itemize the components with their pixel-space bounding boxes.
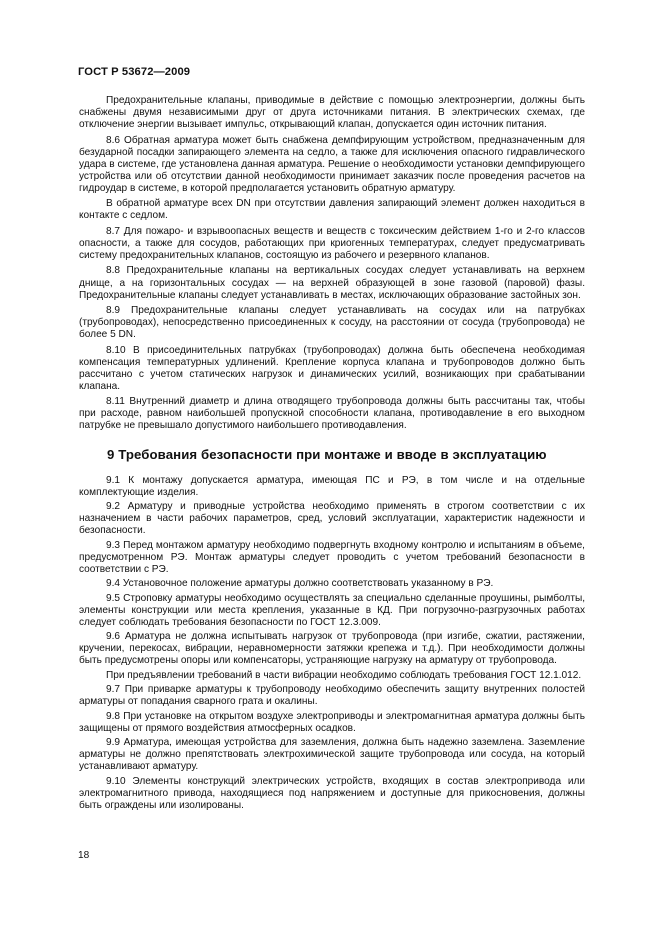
- paragraph-9-5: 9.5 Строповку арматуры необходимо осуществлять за специально сделанные проушины, рымболты, элементы конструкции или места крепления, указанные в КД. При погрузочно-разгрузочных работах следует соблюдать требования безопасности по ГОСТ 12.3.009.: [79, 592, 585, 628]
- document-body: [79, 95, 585, 814]
- paragraph-9-8: 9.8 При установке на открытом воздухе электроприводы и электромагнитная арматура должны быть защищены от прямого воздействия атмосферных осадков.: [79, 710, 585, 734]
- paragraph: При предъявлении требований в части вибрации необходимо соблюдать требования ГОСТ 12.1.012.: [106, 669, 582, 681]
- paragraph-8-8: 8.8 Предохранительные клапаны на вертикальных сосудах следует устанавливать на верхнем днище, а на горизонтальных сосудах — на верхней образующей в зоне газовой (паровой) фазы. Предохранительные клапаны следует устанавливать в местах, исключающих образование застойных зон.: [79, 265, 585, 301]
- paragraph-8-9: 8.9 Предохранительные клапаны следует устанавливать на сосудах или на патрубках (трубопроводах), непосредственно присоединенных к сосуду, на расстоянии от сосуда (трубопровода) не более 5 DN.: [79, 304, 585, 341]
- paragraph-9-6: 9.6 Арматура не должна испытывать нагрузок от трубопровода (при изгибе, сжатии, растяжении, кручении, перекосах, вибрации, неравномерности затяжки крепежа и т.д.). При необходимости должны быть предусмотрены опоры или компенсаторы, устраняющие нагрузку на арматуру от трубопровода.: [79, 631, 585, 667]
- paragraph-9-4: 9.4 Установочное положение арматуры должно соответствовать указанному в РЭ.: [106, 578, 494, 590]
- paragraph-8-6: 8.6 Обратная арматура может быть снабжена демпфирующим устройством, предназначенным для безударной посадки запирающего элемента на седло, а также для исключения опасного гидравлического удара в системе, где установлена данная арматура. Решение о необходимости установки демпфирующего устройства или об отсутствии данной необходимости принимает заказчик после проведения расчетов на гидроудар в системе, в которой предполагается установить обратную арматуру.: [79, 134, 585, 194]
- paragraph-9-10: 9.10 Элементы конструкций электрических устройств, входящих в состав электропривода или электромагнитного привода, находящиеся под напряжением и доступные для прикосновения, должны быть ограждены или изолированы.: [79, 775, 585, 811]
- paragraph-9-7: 9.7 При приварке арматуры к трубопроводу необходимо обеспечить защиту внутренних полостей арматуры от попадания сварного грата и окалины.: [79, 684, 585, 708]
- paragraph-8-11: 8.11 Внутренний диаметр и длина отводящего трубопровода должны быть рассчитаны так, чтобы при расходе, равном наибольшей пропускной способности клапана, противодавление в его выходном патрубке не превышало допустимого наибольшего противодавления.: [79, 396, 585, 432]
- paragraph: В обратной арматуре всех DN при отсутствии давления запирающий элемент должен находиться в контакте с седлом.: [79, 198, 585, 222]
- section-9-title: 9 Требования безопасности при монтаже и вводе в эксплуатацию: [107, 446, 547, 462]
- paragraph: Предохранительные клапаны, приводимые в действие с помощью электроэнергии, должны быть снабжены двумя независимыми друг от друга источниками питания. В электрических схемах, где отключение энергии вызывает импульс, открывающий клапан, допускается один источник питания.: [79, 95, 585, 131]
- paragraph-8-10: 8.10 В присоединительных патрубках (трубопроводах) должна быть обеспечена необходимая компенсация температурных удлинений. Крепление корпуса клапана и трубопроводов должно быть рассчитано с учетом статических нагрузок и динамических усилий, возникающих при срабатывании клапана.: [79, 344, 585, 392]
- paragraph-9-2: 9.2 Арматуру и приводные устройства необходимо применять в строгом соответствии с их назначением в части рабочих параметров, сред, условий эксплуатации, характеристик надежности и безопасности.: [79, 501, 585, 537]
- paragraph-8-7: 8.7 Для пожаро- и взрывоопасных веществ и веществ с токсическим действием 1-го и 2-го классов опасности, а также для сосудов, работающих при криогенных температурах, следует предусматривать систему предохранительных клапанов, состоящую из рабочего и резервного клапанов.: [79, 225, 585, 262]
- paragraph-9-9: 9.9 Арматура, имеющая устройства для заземления, должна быть надежно заземлена. Заземление арматуры не должно препятствовать электрохимической защите трубопровода или сосуда, на который устанавливают арматуру.: [79, 737, 585, 773]
- paragraph-9-1: 9.1 К монтажу допускается арматура, имеющая ПС и РЭ, в том числе и на отдельные комплектующие изделия.: [79, 474, 585, 498]
- paragraph-9-3: 9.3 Перед монтажом арматуру необходимо подвергнуть входному контролю и испытаниям в объеме, предусмотренном РЭ. Монтаж арматуры следует проводить с учетом требований безопасности в соответствии с РЭ.: [79, 539, 585, 575]
- page-number: 18: [78, 850, 90, 861]
- standard-code-header: ГОСТ Р 53672—2009: [78, 66, 191, 78]
